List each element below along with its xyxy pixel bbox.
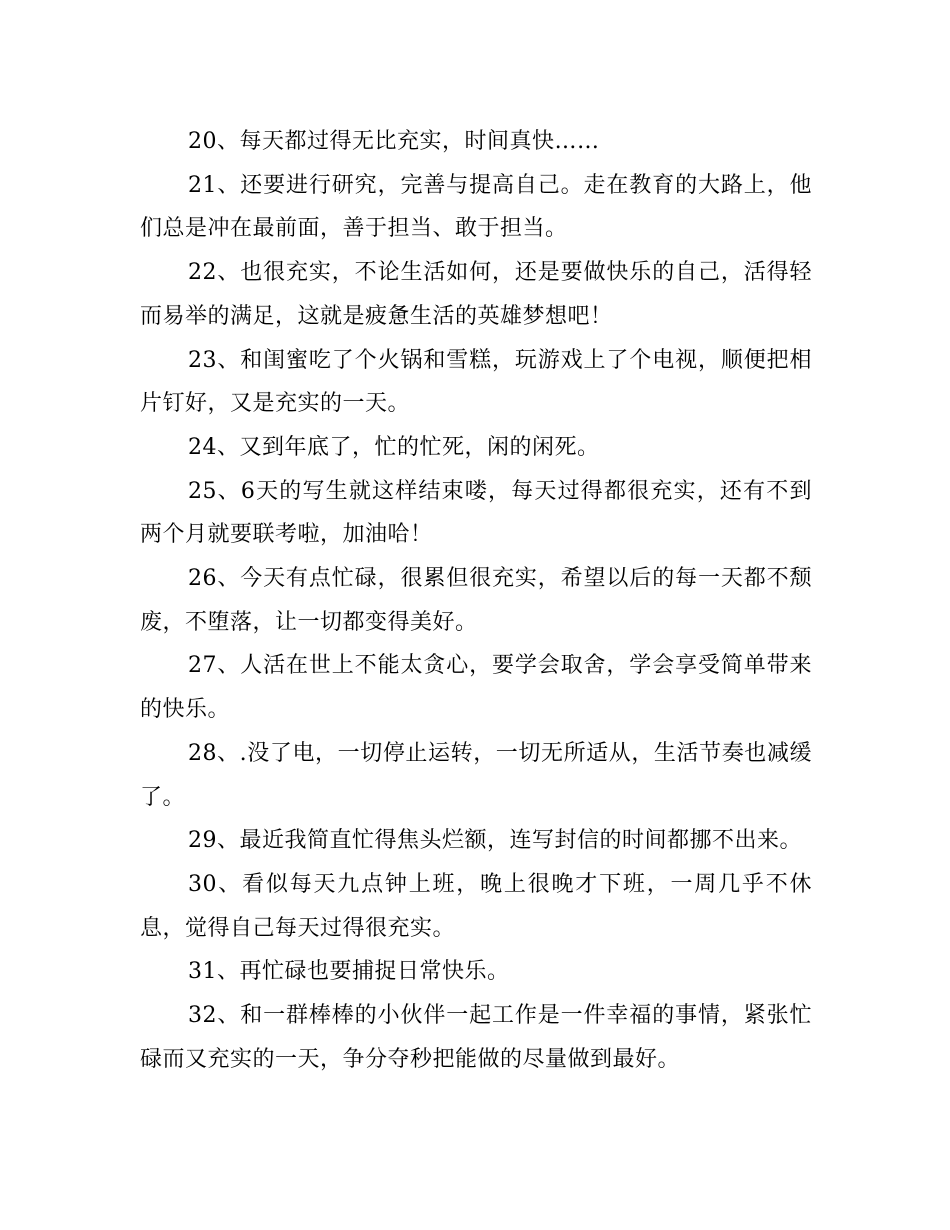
paragraph-26: 26、今天有点忙碌，很累但很充实，希望以后的每一天都不颓废，不堕落，让一切都变得美好。 bbox=[140, 566, 812, 635]
paragraph-22: 22、也很充实，不论生活如何，还是要做快乐的自己，活得轻而易举的满足，这就是疲惫生活的英雄梦想吧！ bbox=[140, 260, 812, 329]
paragraph-28: 28、.没了电，一切停止运转，一切无所适从，生活节奏也减缓了。 bbox=[140, 740, 812, 810]
document-body bbox=[140, 120, 812, 1081]
paragraph-23: 23、和闺蜜吃了个火锅和雪糕，玩游戏上了个电视，顺便把相片钉好，又是充实的一天。 bbox=[140, 347, 812, 417]
paragraph-29: 29、最近我简直忙得焦头烂额，连写封信的时间都挪不出来。 bbox=[188, 828, 802, 854]
paragraph-27: 27、人活在世上不能太贪心，要学会取舍，学会享受简单带来的快乐。 bbox=[140, 653, 812, 723]
paragraph-20: 20、每天都过得无比充实，时间真快…… bbox=[188, 129, 600, 154]
paragraph-30: 30、看似每天九点钟上班，晚上很晚才下班，一周几乎不休息，觉得自己每天过得很充实。 bbox=[140, 871, 812, 941]
paragraph-25: 25、6天的写生就这样结束喽，每天过得都很充实，还有不到两个月就要联考啦，加油哈！ bbox=[140, 478, 812, 548]
paragraph-21: 21、还要进行研究，完善与提高自己。走在教育的大路上，他们总是冲在最前面，善于担当、敢于担当。 bbox=[140, 172, 812, 242]
paragraph-31: 31、再忙碌也要捕捉日常快乐。 bbox=[188, 959, 510, 985]
paragraph-24: 24、又到年底了，忙的忙死，闲的闲死。 bbox=[188, 434, 600, 460]
paragraph-32: 32、和一群棒棒的小伙伴一起工作是一件幸福的事情，紧张忙碌而又充实的一天，争分夺秒把能做的尽量做到最好。 bbox=[140, 1003, 812, 1072]
